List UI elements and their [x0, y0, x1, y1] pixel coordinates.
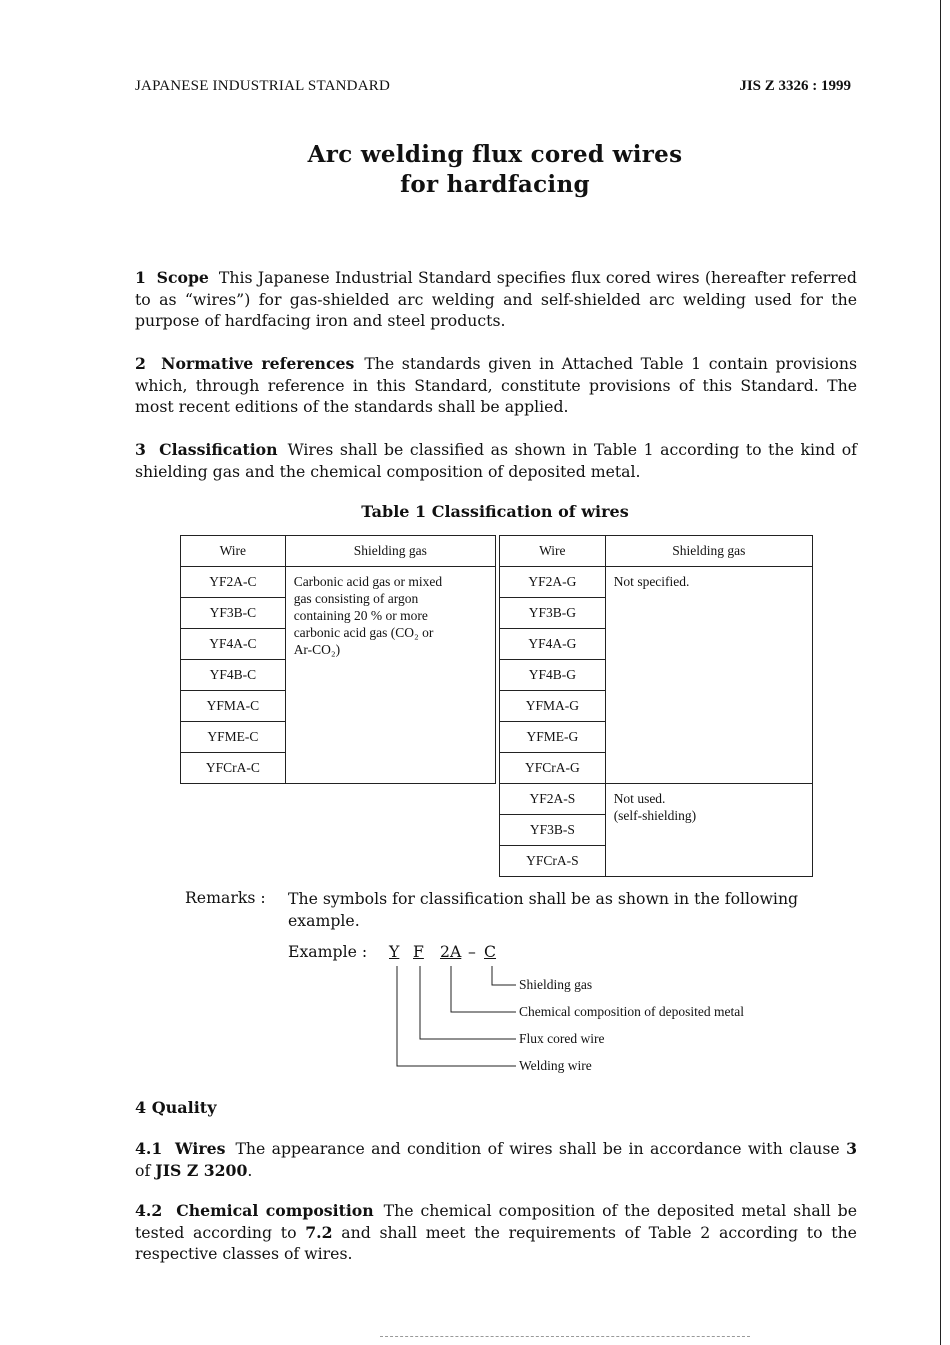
clause-title: Normative references: [161, 354, 355, 373]
standard-reference: JIS Z 3200: [155, 1160, 248, 1180]
header-shielding-gas: Shielding gas: [285, 536, 495, 567]
clause-text: The standards given in Attached Table 1 contain provisions which, through reference in this Standard, constitute provisions of this Standard. The most recent editions of the standards shall be applied.: [135, 354, 857, 416]
footer-scan-line: [380, 1336, 750, 1339]
gas-line: Not used.: [613, 791, 666, 806]
standard-header-label: JAPANESE INDUSTRIAL STANDARD: [135, 78, 390, 94]
wire-cell: YF3B-S: [500, 815, 606, 846]
gas-line: containing 20 % or more: [293, 608, 428, 623]
clause-4-heading: 4 Quality: [135, 1098, 217, 1117]
gas-line: carbonic acid gas (CO₂ or: [293, 625, 434, 640]
wire-cell: YF3B-G: [500, 598, 606, 629]
example-symbol-composition: 2A: [440, 942, 462, 961]
clause-text: .: [247, 1160, 253, 1180]
wire-cell: YFCrA-S: [500, 846, 606, 877]
clause-title: Wires: [175, 1139, 226, 1158]
legend-welding-wire: Welding wire: [519, 1058, 592, 1073]
gas-line: gas consisting of argon: [293, 591, 419, 606]
wire-cell: YF4B-G: [500, 660, 606, 691]
clause-number: 4.2: [135, 1201, 163, 1220]
wire-cell: YFCrA-G: [500, 753, 606, 784]
wire-cell: YF2A-C: [181, 567, 286, 598]
title-line-2: for hardfacing: [400, 171, 590, 198]
clause-reference: 7.2: [305, 1222, 333, 1242]
header-wire: Wire: [181, 536, 286, 567]
clause-title: Chemical composition: [176, 1201, 374, 1220]
leader-welding-wire: [397, 966, 516, 1066]
remarks-text: The symbols for classification shall be as shown in the following example.: [288, 889, 799, 930]
clause-text: The appearance and condition of wires shall be in accordance with clause: [235, 1139, 840, 1158]
legend-flux-cored-wire: Flux cored wire: [519, 1031, 605, 1046]
clause-number: 2: [135, 354, 146, 373]
clause-number: 4.1: [135, 1139, 163, 1158]
leader-flux-cored: [420, 966, 516, 1039]
clause-text: and shall meet the requirements of Table 2 according to the respective classes of wires.: [135, 1222, 857, 1263]
header-wire: Wire: [500, 536, 606, 567]
wire-cell: YFME-C: [181, 722, 286, 753]
leader-shielding-gas: [492, 966, 516, 985]
wire-cell: YF2A-G: [500, 567, 606, 598]
wire-cell: YFMA-G: [500, 691, 606, 722]
wire-cell: YF4A-C: [181, 629, 286, 660]
clause-text: of: [135, 1160, 151, 1180]
clause-title: Classification: [159, 440, 278, 459]
example-symbol-f: F: [413, 942, 424, 961]
example-symbol-gas: C: [484, 942, 497, 961]
wire-cell: YF2A-S: [500, 784, 606, 815]
gas-line: (self-shielding): [613, 808, 697, 823]
clause-number: 3: [135, 440, 146, 459]
clause-number: 1: [135, 268, 146, 287]
wire-cell: YFME-G: [500, 722, 606, 753]
remarks-label: Remarks :: [185, 888, 266, 907]
clause-title: Scope: [156, 268, 209, 287]
wire-cell: YFMA-C: [181, 691, 286, 722]
clause-text: The chemical composition of the deposited metal shall be tested according to: [135, 1201, 857, 1242]
gas-line: Ar-CO₂): [293, 642, 341, 657]
table-1-caption: Table 1 Classification of wires: [361, 502, 629, 521]
header-shielding-gas: Shielding gas: [605, 536, 812, 567]
wire-cell: YF4B-C: [181, 660, 286, 691]
clause-text: Wires shall be classified as shown in Table 1 according to the kind of shielding gas and the chemical composition of deposited metal.: [135, 440, 857, 481]
clause-reference: 3: [846, 1139, 857, 1158]
clause-4-2-chemical-composition: [135, 1200, 857, 1265]
wire-cell: YF3B-C: [181, 598, 286, 629]
legend-chemical-composition: Chemical composition of deposited metal: [519, 1004, 744, 1019]
clause-4-1-wires: [135, 1138, 857, 1181]
example-label: Example :: [288, 942, 368, 961]
leader-chemical-composition: [451, 966, 516, 1012]
example-symbol-y: Y: [389, 942, 400, 961]
shielding-gas-cell: Not specified.: [605, 567, 812, 784]
wire-cell: YF4A-G: [500, 629, 606, 660]
standard-number: JIS Z 3326 : 1999: [739, 78, 851, 94]
legend-shielding-gas: Shielding gas: [519, 977, 593, 992]
wire-cell: YFCrA-C: [181, 753, 286, 784]
example-symbol-dash: –: [468, 942, 476, 961]
gas-line: Carbonic acid gas or mixed: [293, 574, 443, 589]
title-line-1: Arc welding flux cored wires: [307, 141, 683, 168]
clause-text: This Japanese Industrial Standard specifies flux cored wires (hereafter referred to as “wires”) for gas-shielded arc welding and self-shielded arc welding used for the purpose of hardfacing iron and steel products.: [135, 268, 857, 330]
